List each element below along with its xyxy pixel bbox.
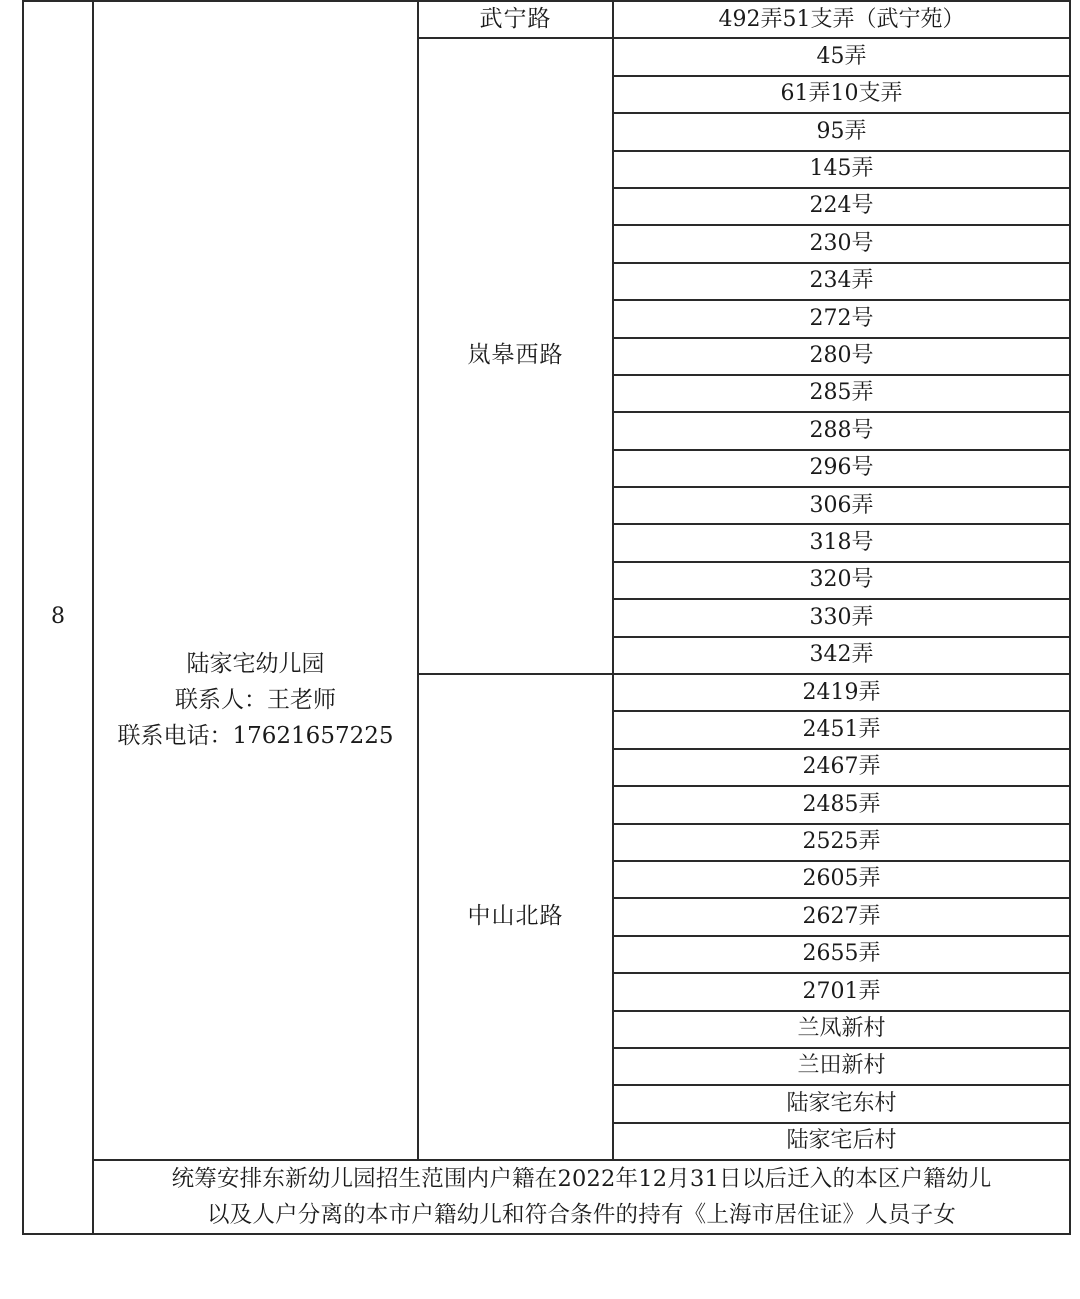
street-name: 武宁路 (418, 1, 613, 38)
address-cell: 45弄 (613, 38, 1070, 75)
enrollment-zone-table (22, 0, 1071, 1235)
address-cell: 288号 (613, 412, 1070, 449)
address-cell: 陆家宅后村 (613, 1123, 1070, 1160)
note-line: 统筹安排东新幼儿园招生范围内户籍在2022年12月31日以后迁入的本区户籍幼儿 (171, 1166, 992, 1193)
school-phone: 联系电话：17621657225 (117, 723, 394, 750)
address-cell: 285弄 (613, 375, 1070, 412)
address-cell: 306弄 (613, 487, 1070, 524)
address-cell: 230号 (613, 225, 1070, 262)
address-cell: 2655弄 (613, 936, 1070, 973)
street-name: 中山北路 (418, 674, 613, 1160)
address-cell: 234弄 (613, 263, 1070, 300)
note-row (23, 1160, 1070, 1234)
address-cell: 陆家宅东村 (613, 1085, 1070, 1122)
address-cell: 330弄 (613, 599, 1070, 636)
street-name: 岚皋西路 (418, 38, 613, 674)
address-cell: 2419弄 (613, 674, 1070, 711)
address-cell: 224号 (613, 188, 1070, 225)
address-cell: 兰田新村 (613, 1048, 1070, 1085)
address-cell: 318号 (613, 524, 1070, 561)
school-contact: 联系人：王老师 (175, 687, 336, 714)
address-cell: 280号 (613, 338, 1070, 375)
note-line: 以及人户分离的本市户籍幼儿和符合条件的持有《上海市居住证》人员子女 (206, 1202, 957, 1229)
address-cell: 兰凤新村 (613, 1011, 1070, 1048)
address-cell: 492弄51支弄（武宁苑） (613, 1, 1070, 38)
address-cell: 2485弄 (613, 786, 1070, 823)
address-cell: 2605弄 (613, 861, 1070, 898)
address-cell: 2451弄 (613, 711, 1070, 748)
address-cell: 61弄10支弄 (613, 76, 1070, 113)
school-name: 陆家宅幼儿园 (186, 651, 325, 678)
address-cell: 320号 (613, 562, 1070, 599)
address-cell: 2467弄 (613, 749, 1070, 786)
note-cell (93, 1160, 1070, 1234)
address-cell: 342弄 (613, 637, 1070, 674)
address-cell: 2627弄 (613, 898, 1070, 935)
address-cell: 272号 (613, 300, 1070, 337)
row-index: 8 (23, 1, 93, 1234)
address-cell: 2701弄 (613, 973, 1070, 1010)
address-cell: 2525弄 (613, 824, 1070, 861)
address-cell: 95弄 (613, 113, 1070, 150)
address-cell: 145弄 (613, 151, 1070, 188)
address-cell: 296号 (613, 450, 1070, 487)
school-info-cell (93, 1, 418, 1160)
table-row (23, 1, 1070, 38)
